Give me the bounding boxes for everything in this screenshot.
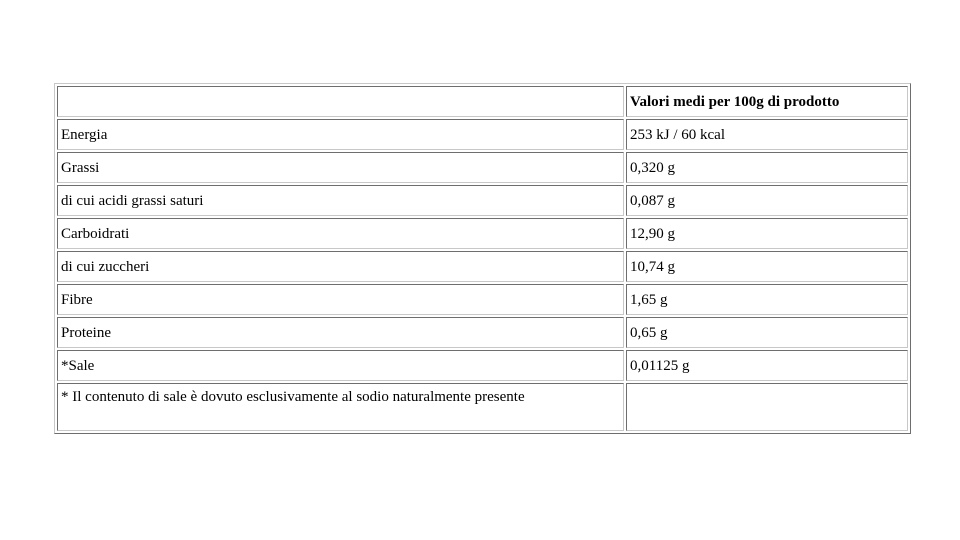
nutrient-value-cell: 0,01125 g bbox=[626, 350, 908, 381]
nutrient-value-cell: 0,65 g bbox=[626, 317, 908, 348]
table-row bbox=[57, 119, 908, 150]
nutrient-name-cell: Carboidrati bbox=[57, 218, 624, 249]
table-row bbox=[57, 251, 908, 282]
table-row bbox=[57, 284, 908, 315]
table-row bbox=[57, 185, 908, 216]
nutrient-value-cell: 10,74 g bbox=[626, 251, 908, 282]
nutrient-name-cell: Fibre bbox=[57, 284, 624, 315]
nutrient-value-cell: 0,320 g bbox=[626, 152, 908, 183]
note-empty-cell bbox=[626, 383, 908, 431]
table-row bbox=[57, 317, 908, 348]
table-row bbox=[57, 350, 908, 381]
table-row bbox=[57, 218, 908, 249]
table-row bbox=[57, 152, 908, 183]
nutrient-name-cell: di cui zuccheri bbox=[57, 251, 624, 282]
nutrition-table bbox=[54, 83, 911, 434]
nutrient-name-cell: Proteine bbox=[57, 317, 624, 348]
nutrient-name-cell: *Sale bbox=[57, 350, 624, 381]
nutrient-value-cell: 253 kJ / 60 kcal bbox=[626, 119, 908, 150]
nutrient-name-cell: Grassi bbox=[57, 152, 624, 183]
table-note-row bbox=[57, 383, 908, 431]
table-header-row bbox=[57, 86, 908, 117]
salt-note-cell: * Il contenuto di sale è dovuto esclusivamente al sodio naturalmente presente bbox=[57, 383, 624, 431]
nutrient-name-cell: Energia bbox=[57, 119, 624, 150]
nutrient-value-cell: 12,90 g bbox=[626, 218, 908, 249]
nutrient-value-cell: 0,087 g bbox=[626, 185, 908, 216]
header-value-cell: Valori medi per 100g di prodotto bbox=[626, 86, 908, 117]
header-empty-cell bbox=[57, 86, 624, 117]
nutrient-value-cell: 1,65 g bbox=[626, 284, 908, 315]
nutrient-name-cell: di cui acidi grassi saturi bbox=[57, 185, 624, 216]
